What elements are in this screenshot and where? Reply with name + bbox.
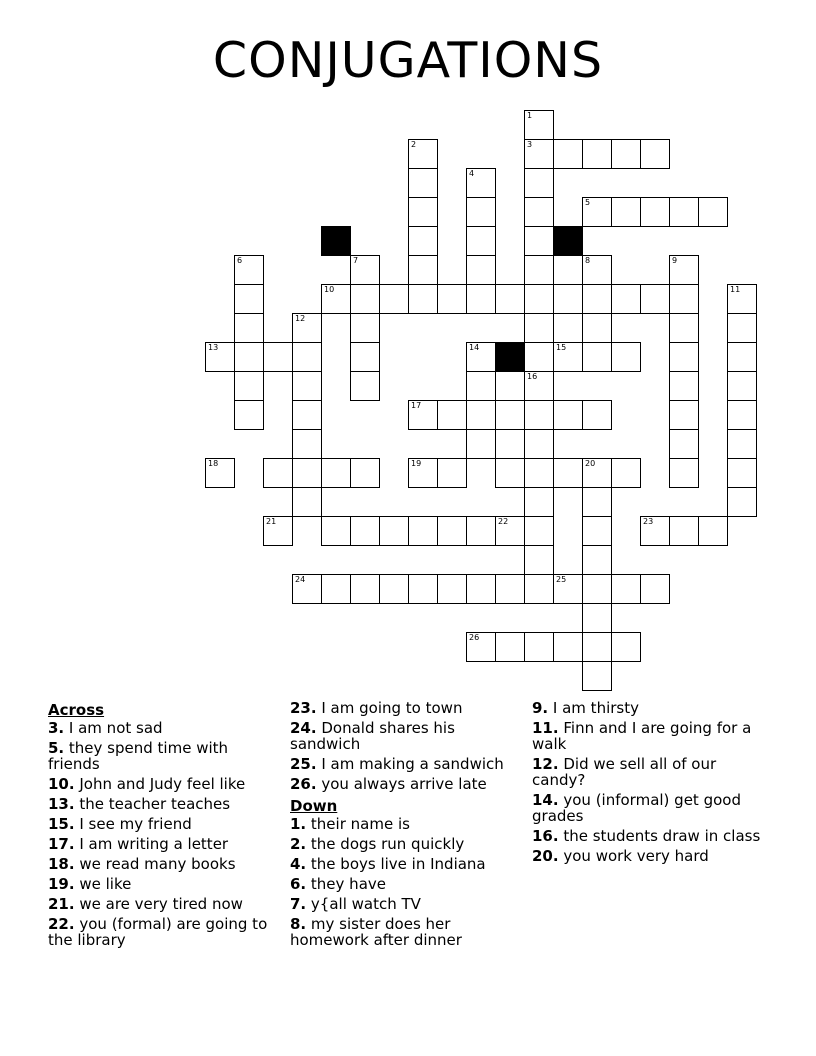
grid-cell[interactable] — [640, 197, 670, 227]
grid-cell[interactable] — [640, 139, 670, 169]
clue-number: 17 — [411, 401, 422, 410]
grid-cell[interactable] — [437, 516, 467, 546]
clue-number: 16. — [532, 827, 559, 845]
across-clue — [48, 916, 280, 948]
down-clue — [532, 828, 764, 844]
clues-column-2 — [290, 700, 522, 952]
grid-cell-14[interactable] — [466, 342, 496, 372]
grid-cell[interactable] — [466, 284, 496, 314]
grid-cell[interactable] — [669, 284, 699, 314]
grid-cell-4[interactable] — [466, 168, 496, 198]
grid-cell[interactable] — [408, 226, 438, 256]
grid-cell[interactable] — [582, 603, 612, 633]
clue-number: 3 — [527, 140, 533, 149]
clue-number: 16 — [527, 372, 538, 381]
grid-cell[interactable] — [524, 487, 554, 517]
grid-cell[interactable] — [408, 574, 438, 604]
grid-cell[interactable] — [727, 429, 757, 459]
grid-cell[interactable] — [350, 458, 380, 488]
clue-text: you work very hard — [563, 847, 709, 865]
grid-cell[interactable] — [727, 458, 757, 488]
grid-cell-10[interactable] — [321, 284, 351, 314]
grid-cell[interactable] — [524, 516, 554, 546]
grid-cell[interactable] — [582, 313, 612, 343]
grid-cell-5[interactable] — [582, 197, 612, 227]
grid-cell-16[interactable] — [524, 371, 554, 401]
grid-cell[interactable] — [495, 632, 525, 662]
clue-number: 24 — [295, 575, 306, 584]
down-heading: Down — [290, 797, 338, 815]
grid-cell[interactable] — [611, 574, 641, 604]
clue-number: 7. — [290, 895, 307, 913]
clue-number: 23. — [290, 699, 317, 717]
grid-cell[interactable] — [582, 516, 612, 546]
clue-text: I see my friend — [79, 815, 192, 833]
across-clue — [48, 876, 280, 892]
black-square — [495, 342, 525, 372]
clue-number: 6. — [290, 875, 307, 893]
clue-number: 18. — [48, 855, 75, 873]
clue-number: 1 — [527, 111, 533, 120]
grid-cell[interactable] — [234, 342, 264, 372]
grid-cell[interactable] — [611, 632, 641, 662]
grid-cell[interactable] — [350, 342, 380, 372]
clue-text: I am going to town — [321, 699, 463, 717]
across-clue — [48, 836, 280, 852]
clue-text: my sister does her homework after dinner — [290, 915, 462, 949]
grid-cell[interactable] — [234, 371, 264, 401]
clue-number: 22. — [48, 915, 75, 933]
grid-cell-11[interactable] — [727, 284, 757, 314]
across-clue — [290, 756, 522, 772]
grid-cell-13[interactable] — [205, 342, 235, 372]
grid-cell[interactable] — [524, 545, 554, 575]
grid-cell[interactable] — [669, 371, 699, 401]
grid-cell[interactable] — [524, 255, 554, 285]
clue-text: their name is — [310, 815, 410, 833]
clue-text: you always arrive late — [321, 775, 487, 793]
grid-cell[interactable] — [524, 226, 554, 256]
clue-number: 3. — [48, 719, 65, 737]
black-square — [321, 226, 351, 256]
clue-number: 2 — [411, 140, 417, 149]
clue-number: 8 — [585, 256, 591, 265]
clue-number: 8. — [290, 915, 307, 933]
grid-cell[interactable] — [669, 342, 699, 372]
grid-cell[interactable] — [350, 284, 380, 314]
across-clue — [48, 796, 280, 812]
grid-cell[interactable] — [466, 197, 496, 227]
grid-cell[interactable] — [669, 516, 699, 546]
grid-cell[interactable] — [408, 255, 438, 285]
clue-number: 24. — [290, 719, 317, 737]
grid-cell[interactable] — [321, 458, 351, 488]
clue-number: 11. — [532, 719, 559, 737]
clue-number: 18 — [208, 459, 219, 468]
grid-cell[interactable] — [582, 574, 612, 604]
clue-number: 19. — [48, 875, 75, 893]
clue-number: 4 — [469, 169, 475, 178]
grid-cell[interactable] — [582, 400, 612, 430]
clue-text: y{all watch TV — [310, 895, 421, 913]
grid-cell[interactable] — [495, 458, 525, 488]
clue-text: we like — [79, 875, 132, 893]
clue-number: 12. — [532, 755, 559, 773]
grid-cell[interactable] — [292, 371, 322, 401]
clue-number: 1. — [290, 815, 307, 833]
grid-cell[interactable] — [234, 284, 264, 314]
across-heading: Across — [48, 701, 105, 719]
grid-cell[interactable] — [524, 632, 554, 662]
grid-cell[interactable] — [727, 342, 757, 372]
grid-cell[interactable] — [611, 458, 641, 488]
clues-column-3 — [532, 700, 764, 868]
clue-number: 21 — [266, 517, 277, 526]
clue-number: 7 — [353, 256, 359, 265]
clue-text: Finn and I are going for a walk — [532, 719, 752, 753]
grid-cell[interactable] — [234, 313, 264, 343]
clue-number: 26 — [469, 633, 480, 642]
down-clue — [290, 916, 522, 948]
grid-cell[interactable] — [582, 661, 612, 691]
clue-number: 9 — [672, 256, 678, 265]
grid-cell[interactable] — [408, 516, 438, 546]
grid-cell[interactable] — [524, 458, 554, 488]
grid-cell[interactable] — [466, 255, 496, 285]
grid-cell[interactable] — [640, 284, 670, 314]
grid-cell[interactable] — [524, 284, 554, 314]
clue-text: they spend time with friends — [48, 739, 229, 773]
across-clue — [48, 776, 280, 792]
clue-number: 21. — [48, 895, 75, 913]
clue-text: we are very tired now — [79, 895, 243, 913]
grid-cell[interactable] — [727, 400, 757, 430]
clue-text: we read many books — [79, 855, 236, 873]
clue-text: Did we sell all of our candy? — [532, 755, 717, 789]
down-clue — [532, 700, 764, 716]
clue-number: 15 — [556, 343, 567, 352]
across-clue — [48, 816, 280, 832]
grid-cell[interactable] — [669, 400, 699, 430]
clue-number: 15. — [48, 815, 75, 833]
down-clue — [290, 876, 522, 892]
clue-number: 10 — [324, 285, 335, 294]
grid-cell[interactable] — [466, 516, 496, 546]
grid-cell[interactable] — [292, 458, 322, 488]
grid-cell[interactable] — [466, 574, 496, 604]
clue-text: you (formal) are going to the library — [48, 915, 268, 949]
across-clue — [48, 856, 280, 872]
grid-cell[interactable] — [553, 458, 583, 488]
grid-cell[interactable] — [263, 342, 293, 372]
grid-cell[interactable] — [379, 574, 409, 604]
clue-number: 23 — [643, 517, 654, 526]
grid-cell[interactable] — [524, 168, 554, 198]
clue-number: 12 — [295, 314, 306, 323]
grid-cell-22[interactable] — [495, 516, 525, 546]
clue-number: 14 — [469, 343, 480, 352]
grid-cell[interactable] — [466, 429, 496, 459]
across-clue — [290, 700, 522, 716]
grid-cell-24[interactable] — [292, 574, 322, 604]
grid-cell[interactable] — [669, 197, 699, 227]
grid-cell-26[interactable] — [466, 632, 496, 662]
clue-number: 2. — [290, 835, 307, 853]
clue-text: the teacher teaches — [79, 795, 231, 813]
clue-number: 25. — [290, 755, 317, 773]
grid-cell[interactable] — [437, 458, 467, 488]
clue-text: the dogs run quickly — [310, 835, 465, 853]
grid-cell[interactable] — [582, 139, 612, 169]
grid-cell[interactable] — [408, 284, 438, 314]
grid-cell[interactable] — [292, 487, 322, 517]
grid-cell[interactable] — [669, 429, 699, 459]
grid-cell[interactable] — [582, 487, 612, 517]
grid-cell-18[interactable] — [205, 458, 235, 488]
clue-text: I am making a sandwich — [321, 755, 504, 773]
grid-cell[interactable] — [553, 400, 583, 430]
grid-cell[interactable] — [321, 574, 351, 604]
grid-cell[interactable] — [553, 632, 583, 662]
across-clue — [48, 896, 280, 912]
grid-cell[interactable] — [350, 371, 380, 401]
grid-cell[interactable] — [263, 458, 293, 488]
clue-text: Donald shares his sandwich — [290, 719, 455, 753]
grid-cell-7[interactable] — [350, 255, 380, 285]
grid-cell[interactable] — [524, 197, 554, 227]
grid-cell[interactable] — [408, 168, 438, 198]
clue-number: 4. — [290, 855, 307, 873]
grid-cell[interactable] — [611, 342, 641, 372]
grid-cell[interactable] — [553, 284, 583, 314]
down-clue — [532, 848, 764, 864]
grid-cell[interactable] — [437, 574, 467, 604]
grid-cell[interactable] — [495, 400, 525, 430]
grid-cell[interactable] — [379, 516, 409, 546]
grid-cell[interactable] — [495, 574, 525, 604]
clue-text: John and Judy feel like — [79, 775, 246, 793]
black-square — [553, 226, 583, 256]
clue-number: 10. — [48, 775, 75, 793]
grid-cell[interactable] — [524, 574, 554, 604]
grid-cell-21[interactable] — [263, 516, 293, 546]
grid-cell[interactable] — [292, 400, 322, 430]
down-clue — [532, 720, 764, 752]
down-clue — [290, 896, 522, 912]
grid-cell-20[interactable] — [582, 458, 612, 488]
clue-number: 11 — [730, 285, 741, 294]
across-clue — [290, 720, 522, 752]
down-clue — [290, 856, 522, 872]
grid-cell[interactable] — [524, 313, 554, 343]
grid-cell[interactable] — [466, 400, 496, 430]
grid-cell-6[interactable] — [234, 255, 264, 285]
grid-cell-15[interactable] — [553, 342, 583, 372]
grid-cell-1[interactable] — [524, 110, 554, 140]
grid-cell-2[interactable] — [408, 139, 438, 169]
clue-text: you (informal) get good grades — [532, 791, 741, 825]
grid-cell-17[interactable] — [408, 400, 438, 430]
grid-cell[interactable] — [292, 429, 322, 459]
grid-cell[interactable] — [640, 574, 670, 604]
clue-number: 25 — [556, 575, 567, 584]
clue-text: the students draw in class — [563, 827, 761, 845]
grid-cell[interactable] — [350, 574, 380, 604]
clue-number: 6 — [237, 256, 243, 265]
clue-number: 5. — [48, 739, 65, 757]
grid-cell[interactable] — [582, 284, 612, 314]
grid-cell[interactable] — [437, 284, 467, 314]
down-clue — [532, 792, 764, 824]
grid-cell[interactable] — [292, 342, 322, 372]
clue-text: I am not sad — [68, 719, 163, 737]
grid-cell[interactable] — [582, 342, 612, 372]
grid-cell-12[interactable] — [292, 313, 322, 343]
clues-column-1 — [48, 700, 280, 952]
grid-cell[interactable] — [727, 487, 757, 517]
clue-number: 22 — [498, 517, 509, 526]
grid-cell[interactable] — [466, 226, 496, 256]
down-clue — [290, 836, 522, 852]
grid-cell[interactable] — [524, 400, 554, 430]
clue-text: I am writing a letter — [79, 835, 229, 853]
grid-cell-3[interactable] — [524, 139, 554, 169]
grid-cell-19[interactable] — [408, 458, 438, 488]
clue-text: they have — [310, 875, 386, 893]
down-clue — [532, 756, 764, 788]
clue-number: 13 — [208, 343, 219, 352]
grid-cell[interactable] — [698, 197, 728, 227]
grid-cell[interactable] — [727, 313, 757, 343]
grid-cell[interactable] — [408, 197, 438, 227]
clue-number: 20 — [585, 459, 596, 468]
across-clue — [48, 720, 280, 736]
grid-cell[interactable] — [669, 458, 699, 488]
grid-cell[interactable] — [524, 429, 554, 459]
grid-cell-25[interactable] — [553, 574, 583, 604]
clue-number: 20. — [532, 847, 559, 865]
clue-number: 26. — [290, 775, 317, 793]
grid-cell-8[interactable] — [582, 255, 612, 285]
grid-cell[interactable] — [350, 313, 380, 343]
grid-cell[interactable] — [495, 284, 525, 314]
clue-number: 9. — [532, 699, 549, 717]
grid-cell[interactable] — [611, 284, 641, 314]
clue-number: 19 — [411, 459, 422, 468]
grid-cell[interactable] — [582, 632, 612, 662]
across-clue — [48, 740, 280, 772]
grid-cell[interactable] — [669, 313, 699, 343]
clue-number: 17. — [48, 835, 75, 853]
clue-number: 5 — [585, 198, 591, 207]
clue-text: I am thirsty — [552, 699, 639, 717]
grid-cell[interactable] — [379, 284, 409, 314]
puzzle-title: CONJUGATIONS — [212, 32, 604, 89]
grid-cell[interactable] — [611, 197, 641, 227]
grid-cell-23[interactable] — [640, 516, 670, 546]
grid-cell[interactable] — [727, 371, 757, 401]
clue-number: 14. — [532, 791, 559, 809]
down-clue — [290, 816, 522, 832]
grid-cell[interactable] — [437, 400, 467, 430]
clue-text: the boys live in Indiana — [310, 855, 486, 873]
grid-cell-9[interactable] — [669, 255, 699, 285]
grid-cell[interactable] — [466, 371, 496, 401]
grid-cell[interactable] — [553, 139, 583, 169]
grid-cell[interactable] — [350, 516, 380, 546]
grid-cell[interactable] — [321, 516, 351, 546]
grid-cell[interactable] — [582, 545, 612, 575]
grid-cell[interactable] — [698, 516, 728, 546]
grid-cell[interactable] — [611, 139, 641, 169]
grid-cell[interactable] — [234, 400, 264, 430]
clue-number: 13. — [48, 795, 75, 813]
across-clue — [290, 776, 522, 792]
